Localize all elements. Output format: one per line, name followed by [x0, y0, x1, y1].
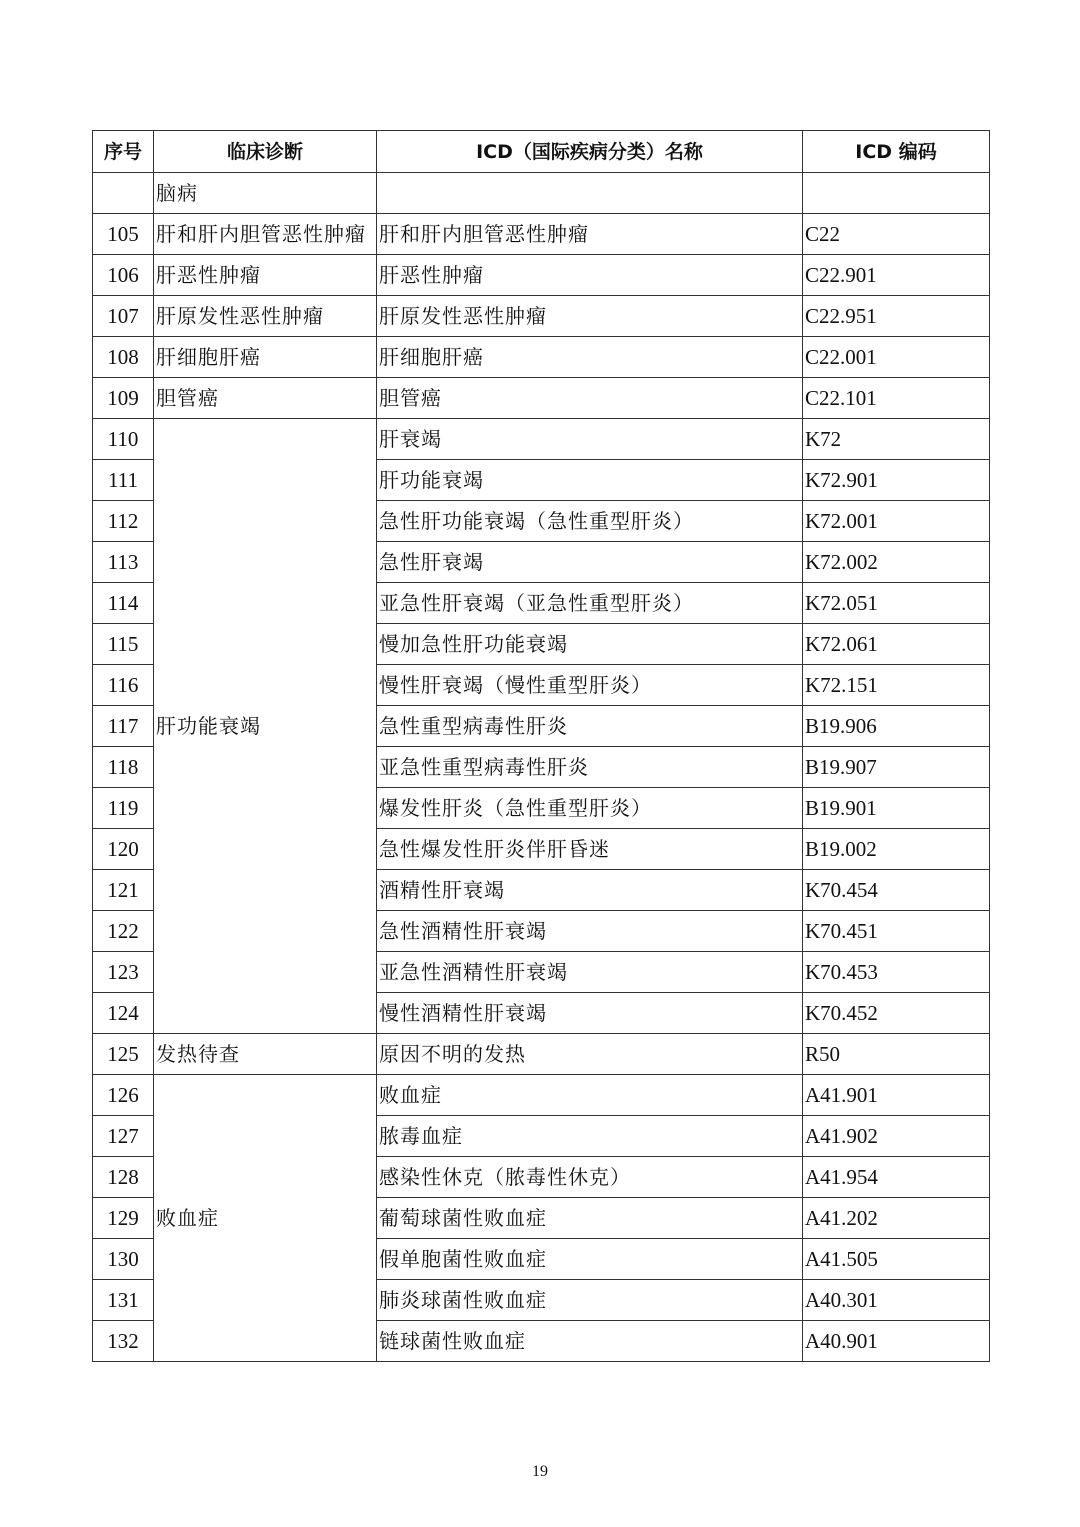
row-icd-code: A41.202 [803, 1198, 990, 1239]
table-body [93, 173, 990, 1362]
row-seq: 132 [93, 1321, 154, 1362]
row-icd-name: 葡萄球菌性败血症 [377, 1198, 803, 1239]
row-icd-code: A41.505 [803, 1239, 990, 1280]
row-icd-code: A41.902 [803, 1116, 990, 1157]
row-seq: 119 [93, 788, 154, 829]
row-icd-name: 慢性酒精性肝衰竭 [377, 993, 803, 1034]
row-icd-code: K72.061 [803, 624, 990, 665]
row-seq: 113 [93, 542, 154, 583]
row-seq: 123 [93, 952, 154, 993]
row-icd-name: 急性肝功能衰竭（急性重型肝炎） [377, 501, 803, 542]
row-icd-code: B19.907 [803, 747, 990, 788]
row-diagnosis: 脑病 [154, 173, 377, 214]
row-icd-code: B19.906 [803, 706, 990, 747]
table-row [93, 173, 990, 214]
row-icd-code: K72.051 [803, 583, 990, 624]
row-icd-name [377, 173, 803, 214]
row-seq: 127 [93, 1116, 154, 1157]
table-header-row [93, 131, 990, 173]
row-icd-code [803, 173, 990, 214]
row-seq: 114 [93, 583, 154, 624]
row-icd-name: 酒精性肝衰竭 [377, 870, 803, 911]
row-diagnosis: 败血症 [154, 1075, 377, 1362]
row-icd-name: 链球菌性败血症 [377, 1321, 803, 1362]
row-icd-code: K72 [803, 419, 990, 460]
row-icd-code: K72.002 [803, 542, 990, 583]
row-diagnosis: 肝恶性肿瘤 [154, 255, 377, 296]
row-icd-name: 肝原发性恶性肿瘤 [377, 296, 803, 337]
row-icd-name: 假单胞菌性败血症 [377, 1239, 803, 1280]
row-seq: 122 [93, 911, 154, 952]
row-icd-code: K72.901 [803, 460, 990, 501]
row-seq: 106 [93, 255, 154, 296]
header-seq: 序号 [93, 131, 154, 173]
row-diagnosis: 胆管癌 [154, 378, 377, 419]
row-icd-name: 肝功能衰竭 [377, 460, 803, 501]
row-seq: 116 [93, 665, 154, 706]
row-seq: 125 [93, 1034, 154, 1075]
row-icd-name: 慢性肝衰竭（慢性重型肝炎） [377, 665, 803, 706]
row-icd-code: K72.151 [803, 665, 990, 706]
row-icd-name: 肝和肝内胆管恶性肿瘤 [377, 214, 803, 255]
row-icd-name: 亚急性酒精性肝衰竭 [377, 952, 803, 993]
row-diagnosis: 肝和肝内胆管恶性肿瘤 [154, 214, 377, 255]
row-seq: 112 [93, 501, 154, 542]
row-icd-code: C22.901 [803, 255, 990, 296]
row-seq: 115 [93, 624, 154, 665]
row-icd-code: K72.001 [803, 501, 990, 542]
row-seq: 109 [93, 378, 154, 419]
row-diagnosis: 肝原发性恶性肿瘤 [154, 296, 377, 337]
row-diagnosis: 肝细胞肝癌 [154, 337, 377, 378]
row-icd-code: A41.901 [803, 1075, 990, 1116]
row-icd-name: 亚急性肝衰竭（亚急性重型肝炎） [377, 583, 803, 624]
row-icd-name: 慢加急性肝功能衰竭 [377, 624, 803, 665]
row-seq: 130 [93, 1239, 154, 1280]
row-icd-code: C22.951 [803, 296, 990, 337]
row-seq: 107 [93, 296, 154, 337]
row-icd-name: 亚急性重型病毒性肝炎 [377, 747, 803, 788]
row-icd-name: 胆管癌 [377, 378, 803, 419]
row-seq: 110 [93, 419, 154, 460]
row-seq: 105 [93, 214, 154, 255]
row-seq: 124 [93, 993, 154, 1034]
row-seq: 121 [93, 870, 154, 911]
row-seq [93, 173, 154, 214]
icd-table [92, 130, 990, 1362]
table-row [93, 1034, 990, 1075]
row-icd-code: C22.101 [803, 378, 990, 419]
row-icd-name: 原因不明的发热 [377, 1034, 803, 1075]
row-icd-name: 脓毒血症 [377, 1116, 803, 1157]
row-icd-code: K70.453 [803, 952, 990, 993]
row-icd-name: 肺炎球菌性败血症 [377, 1280, 803, 1321]
row-icd-code: A40.301 [803, 1280, 990, 1321]
row-icd-name: 肝恶性肿瘤 [377, 255, 803, 296]
row-icd-name: 爆发性肝炎（急性重型肝炎） [377, 788, 803, 829]
row-icd-code: K70.451 [803, 911, 990, 952]
row-icd-name: 急性爆发性肝炎伴肝昏迷 [377, 829, 803, 870]
row-icd-code: A41.954 [803, 1157, 990, 1198]
row-diagnosis: 肝功能衰竭 [154, 419, 377, 1034]
table-row [93, 214, 990, 255]
row-seq: 129 [93, 1198, 154, 1239]
row-icd-code: C22 [803, 214, 990, 255]
row-diagnosis: 发热待查 [154, 1034, 377, 1075]
row-icd-code: R50 [803, 1034, 990, 1075]
row-icd-name: 败血症 [377, 1075, 803, 1116]
row-icd-code: C22.001 [803, 337, 990, 378]
row-seq: 117 [93, 706, 154, 747]
row-icd-code: K70.454 [803, 870, 990, 911]
row-icd-name: 肝衰竭 [377, 419, 803, 460]
row-icd-name: 急性肝衰竭 [377, 542, 803, 583]
table-row [93, 419, 990, 460]
table-row [93, 378, 990, 419]
row-seq: 111 [93, 460, 154, 501]
table-row [93, 296, 990, 337]
row-icd-name: 急性酒精性肝衰竭 [377, 911, 803, 952]
row-seq: 120 [93, 829, 154, 870]
row-icd-name: 感染性休克（脓毒性休克） [377, 1157, 803, 1198]
row-seq: 108 [93, 337, 154, 378]
header-icd-code: ICD 编码 [803, 131, 990, 173]
row-seq: 128 [93, 1157, 154, 1198]
page-number: 19 [532, 1463, 548, 1480]
row-icd-name: 急性重型病毒性肝炎 [377, 706, 803, 747]
table-row [93, 255, 990, 296]
header-diagnosis: 临床诊断 [154, 131, 377, 173]
table-row [93, 1075, 990, 1116]
table-row [93, 337, 990, 378]
header-icd-name: ICD（国际疾病分类）名称 [377, 131, 803, 173]
row-icd-code: B19.901 [803, 788, 990, 829]
row-seq: 118 [93, 747, 154, 788]
row-seq: 131 [93, 1280, 154, 1321]
row-icd-code: K70.452 [803, 993, 990, 1034]
row-icd-name: 肝细胞肝癌 [377, 337, 803, 378]
row-seq: 126 [93, 1075, 154, 1116]
row-icd-code: B19.002 [803, 829, 990, 870]
row-icd-code: A40.901 [803, 1321, 990, 1362]
